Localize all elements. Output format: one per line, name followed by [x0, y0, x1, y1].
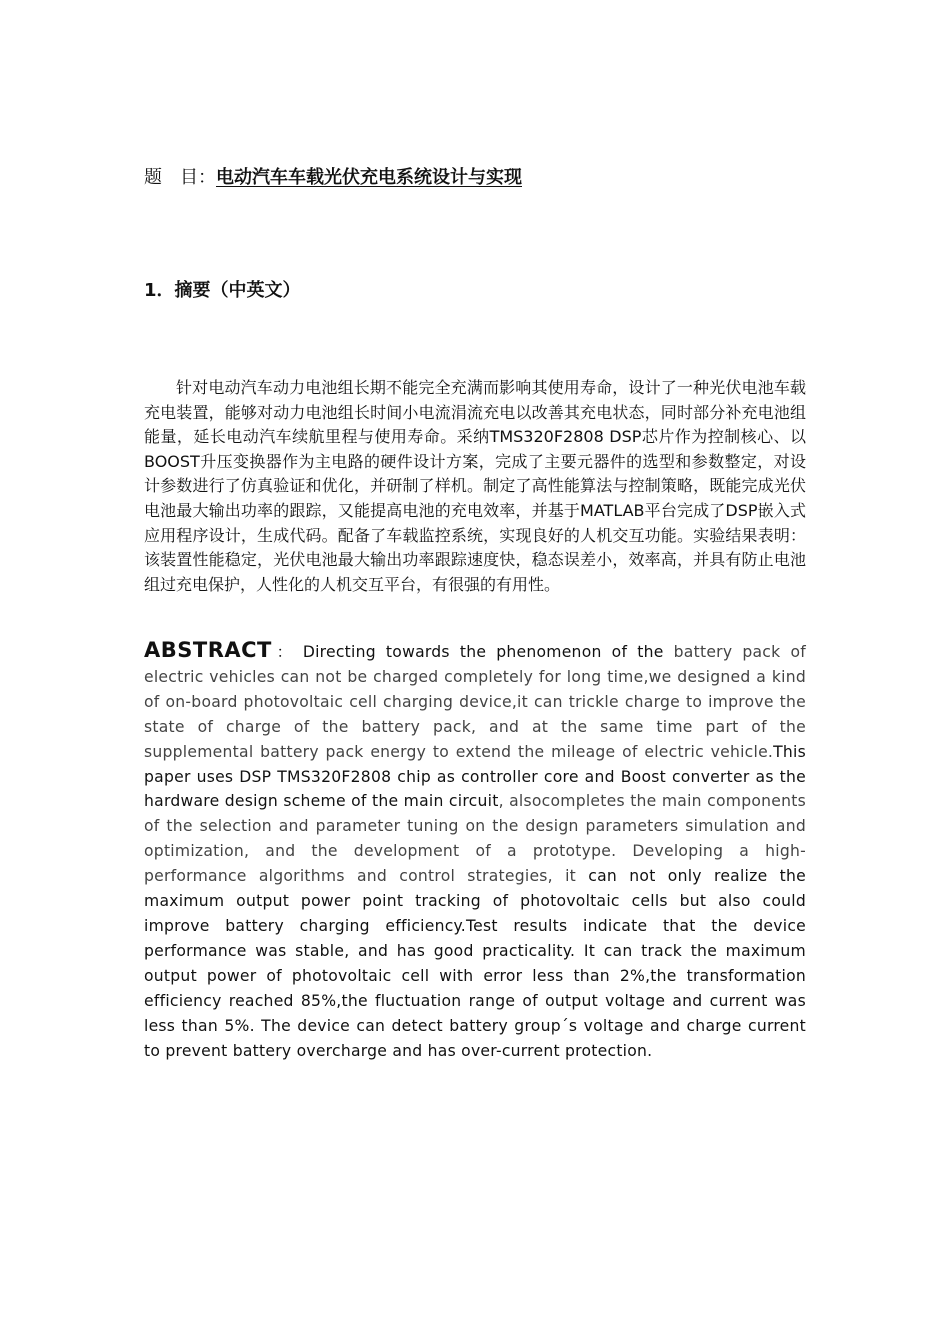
title-label: 题 目	[144, 167, 198, 188]
abstract-segment-1: Directing towards the phenomenon of the	[302, 643, 674, 661]
abstract-segment-2: battery pack of electric vehicles can not be charged completely for long time,we designed a kind of on-board photovoltaic cell charging device,it can trickle charge to improve the state of charge of the battery pack, and at the same time part of the supplemental battery pack energy to extend the mileage of electric vehicle.	[144, 643, 806, 761]
english-abstract-paragraph	[144, 636, 806, 1063]
abstract-segment-4: , alsocompletes the main components of the selection and parameter tuning on the design parameters simulation and optimization, and the development of a prototype. Developing a high-performance algorithms and control strategies, it	[144, 792, 806, 886]
abstract-label-colon: ：	[271, 643, 297, 661]
abstract-segment-5: can not only realize the maximum output power point tracking of photovoltaic cells but also could improve battery charging efficiency.Test results indicate that the device performance was stable, and has good practicality. It can track the maximum output power of photovoltaic cell with error less than 2%,the transformation efficiency reached 85%,the fluctuation range of output voltage and current was less than 5%. The device can detect battery group´s voltage and charge current to prevent battery overcharge and has over-current protection.	[144, 867, 806, 1060]
section-heading-abstract: 1．摘要（中英文）	[144, 280, 301, 301]
document-title-line	[144, 165, 522, 191]
document-title: 电动汽车车载光伏充电系统设计与实现	[216, 167, 522, 188]
abstract-segment-3: This paper uses DSP TMS320F2808 chip as controller core and Boost converter as the hardware design scheme of the main circuit	[144, 742, 806, 811]
abstract-label: ABSTRACT	[144, 638, 272, 662]
title-separator: ：	[198, 167, 216, 188]
chinese-abstract-paragraph: 针对电动汽车动力电池组长期不能完全充满而影响其使用寿命，设计了一种光伏电池车载充电装置，能够对动力电池组长时间小电流涓流充电以改善其充电状态，同时部分补充电池组能量，延长电动汽车续航里程与使用寿命。采纳TMS320F2808 DSP芯片作为控制核心、以BOOST升压变换器作为主电路的硬件设计方案，完成了主要元器件的选型和参数整定，对设计参数进行了仿真验证和优化，并研制了样机。制定了高性能算法与控制策略，既能完成光伏电池最大输出功率的跟踪，又能提高电池的充电效率，并基于MATLAB平台完成了DSP嵌入式应用程序设计，生成代码。配备了车载监控系统，实现良好的人机交互功能。实验结果表明：该装置性能稳定，光伏电池最大输出功率跟踪速度快，稳态误差小，效率高，并具有防止电池组过充电保护，人性化的人机交互平台，有很强的有用性。	[144, 378, 806, 594]
